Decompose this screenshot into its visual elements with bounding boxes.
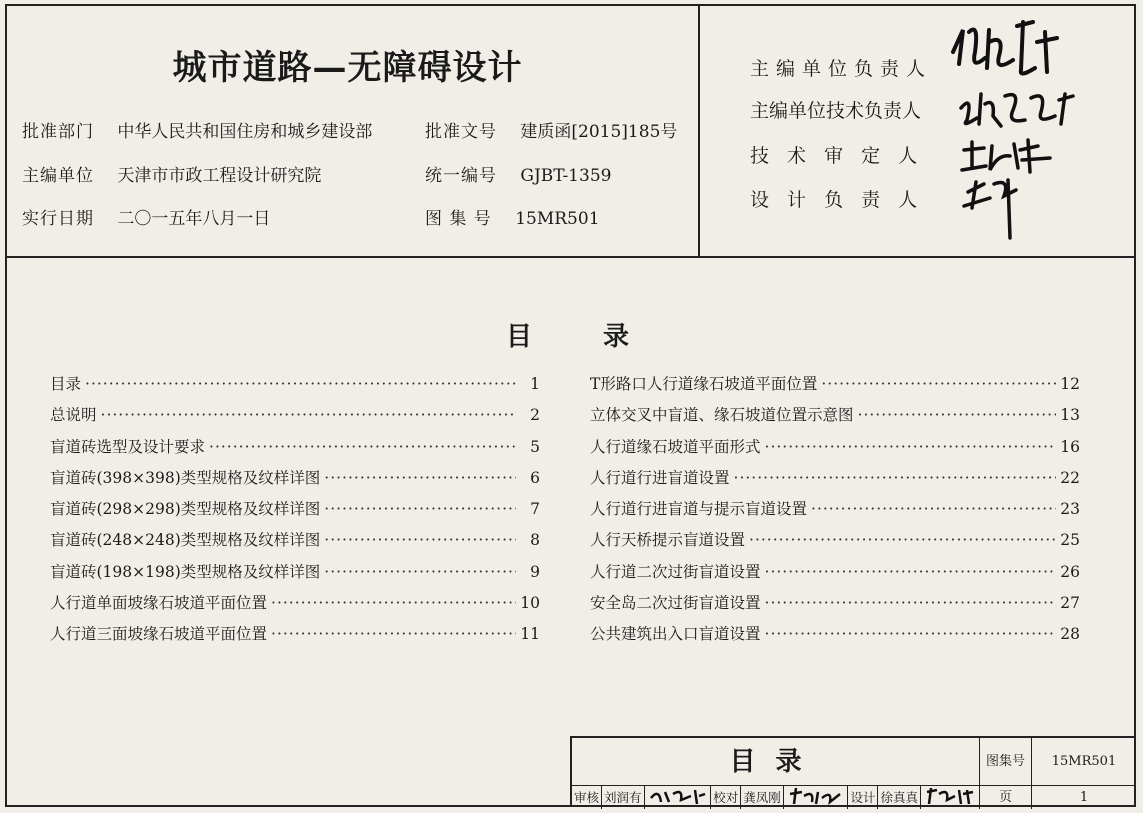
- toc-entry-title: 盲道砖(248×248)类型规格及纹样详图: [50, 531, 321, 550]
- unified-no-row: [425, 161, 611, 186]
- toc-entry-title: 安全岛二次过街盲道设置: [590, 594, 761, 613]
- toc-entry-title: 盲道砖(198×198)类型规格及纹样详图: [50, 562, 321, 581]
- toc-entry-page: 22: [1060, 468, 1080, 487]
- signature-image: [955, 80, 1080, 130]
- toc-leader-dots: [749, 531, 1056, 549]
- toc-entry[interactable]: [50, 497, 540, 528]
- toc-leader-dots: [734, 469, 1056, 487]
- document-title: 城市道路—无障碍设计: [172, 48, 523, 88]
- toc-entry[interactable]: [50, 560, 540, 591]
- responsible-label: 主编单位负责人: [750, 58, 933, 80]
- toc-leader-dots: [324, 500, 516, 518]
- toc-leader-dots: [271, 594, 516, 612]
- responsible-label: 设 计 负 责 人: [750, 189, 924, 211]
- approval-dept-value: 中华人民共和国住房和城乡建设部: [117, 122, 373, 142]
- toc-entry-title: 总说明: [50, 406, 97, 425]
- toc-entry-page: 8: [530, 531, 540, 550]
- toc-leader-dots: [101, 406, 516, 424]
- toc-leader-dots: [765, 594, 1056, 612]
- toc-leader-dots: [324, 531, 516, 549]
- toc-title-char: 录: [603, 322, 630, 352]
- toc-entry[interactable]: [590, 372, 1080, 403]
- toc-entry-title: 人行道单面坡缘石坡道平面位置: [50, 594, 268, 613]
- toc-entry[interactable]: [50, 466, 540, 497]
- review-name: 刘润有: [602, 786, 645, 809]
- effective-date-value: 二〇一五年八月一日: [117, 209, 271, 229]
- signature-image: [960, 172, 1030, 244]
- toc-entry[interactable]: [50, 435, 540, 466]
- unified-no-value: GJBT-1359: [520, 166, 612, 186]
- toc-entry[interactable]: [590, 497, 1080, 528]
- atlas-no-row: [425, 204, 600, 229]
- design-name: 徐真真: [878, 786, 921, 809]
- toc-entry-page: 5: [530, 437, 540, 456]
- toc-leader-dots: [85, 375, 516, 393]
- unified-no-label: 统一编号: [425, 166, 497, 186]
- toc-entry[interactable]: [590, 622, 1080, 653]
- header-responsible-panel: [698, 4, 1136, 258]
- toc-entry-page: 27: [1060, 594, 1080, 613]
- toc-right-column: [590, 372, 1080, 654]
- toc-entry[interactable]: [50, 403, 540, 434]
- approval-dept-label: 批准部门: [22, 122, 94, 142]
- toc-entry-page: 26: [1060, 562, 1080, 581]
- toc-leader-dots: [324, 563, 516, 581]
- toc-entry-page: 6: [530, 468, 540, 487]
- design-signature: [921, 786, 979, 809]
- toc-entry[interactable]: [590, 466, 1080, 497]
- toc-entry-title: 人行道二次过街盲道设置: [590, 562, 761, 581]
- toc-entry[interactable]: [590, 403, 1080, 434]
- toc-entry-page: 10: [520, 594, 540, 613]
- toc-entry-title: T形路口人行道缘石坡道平面位置: [590, 375, 818, 393]
- toc-entry-page: 25: [1060, 531, 1080, 550]
- toc-entry-title: 公共建筑出入口盲道设置: [590, 625, 761, 644]
- approval-no-label: 批准文号: [425, 122, 497, 142]
- toc-entry-page: 12: [1060, 375, 1080, 393]
- toc-entry-title: 人行天桥提示盲道设置: [590, 531, 746, 550]
- toc-entry[interactable]: [50, 622, 540, 653]
- toc-entry-page: 16: [1060, 437, 1080, 456]
- title-block-atlas-label: 图集号: [980, 738, 1032, 786]
- check-signature: [784, 786, 849, 809]
- toc-entry[interactable]: [50, 591, 540, 622]
- toc-entry[interactable]: [50, 528, 540, 559]
- toc-leader-dots: [271, 625, 516, 643]
- toc-entry[interactable]: [590, 591, 1080, 622]
- atlas-no-label: 图 集 号: [425, 209, 492, 229]
- toc-leader-dots: [209, 438, 516, 456]
- toc-leader-dots: [858, 406, 1056, 424]
- toc-entry-title: 人行道三面坡缘石坡道平面位置: [50, 625, 268, 644]
- signature-image: [945, 12, 1065, 82]
- approval-no-value: 建质函[2015]185号: [520, 122, 678, 142]
- toc-entry-page: 11: [520, 625, 540, 644]
- design-label: 设计: [848, 786, 878, 809]
- toc-entry-page: 1: [530, 375, 540, 393]
- title-block: [570, 736, 1136, 807]
- title-block-page-no: 1: [1079, 790, 1089, 805]
- check-label: 校对: [711, 786, 741, 809]
- editor-unit-value: 天津市市政工程设计研究院: [117, 166, 322, 186]
- toc-entry-title: 盲道砖选型及设计要求: [50, 437, 206, 456]
- toc-entry-title: 人行道缘石坡道平面形式: [590, 437, 761, 456]
- atlas-no-value: 15MR501: [515, 209, 600, 229]
- toc-leader-dots: [821, 375, 1056, 393]
- responsible-label: 主编单位技术负责人: [750, 100, 922, 122]
- toc-entry[interactable]: [590, 560, 1080, 591]
- toc-entry-title: 人行道行进盲道与提示盲道设置: [590, 500, 808, 519]
- toc-entry-page: 28: [1060, 625, 1080, 644]
- toc-entry-title: 盲道砖(298×298)类型规格及纹样详图: [50, 500, 321, 519]
- title-block-name: 目录: [572, 738, 980, 786]
- toc-entry-title: 人行道行进盲道设置: [590, 468, 730, 487]
- approval-no-row: [425, 117, 677, 142]
- approval-dept-row: [22, 117, 372, 142]
- toc-entry-title: 目录: [50, 375, 82, 393]
- toc-entry-title: 立体交叉中盲道、缘石坡道位置示意图: [590, 406, 854, 425]
- editor-unit-label: 主编单位: [22, 166, 94, 186]
- toc-entry-page: 13: [1060, 406, 1080, 425]
- toc-leader-dots: [765, 563, 1056, 581]
- check-name: 龚凤刚: [741, 786, 784, 809]
- title-block-atlas-no: 15MR501: [1032, 738, 1136, 786]
- toc-title-char: 目: [506, 322, 533, 352]
- editor-unit-row: [22, 161, 321, 186]
- toc-leader-dots: [811, 500, 1056, 518]
- title-block-signature-row: [572, 786, 980, 809]
- toc-left-column: [50, 372, 540, 654]
- toc-entry[interactable]: [50, 372, 540, 403]
- toc-entry[interactable]: [590, 435, 1080, 466]
- toc-entry[interactable]: [590, 528, 1080, 559]
- toc-entry-page: 7: [530, 500, 540, 519]
- toc-entry-page: 23: [1060, 500, 1080, 519]
- effective-date-label: 实行日期: [22, 209, 94, 229]
- toc-leader-dots: [324, 469, 516, 487]
- effective-date-row: [22, 204, 270, 229]
- toc-entry-page: 2: [530, 406, 540, 425]
- toc-entry-title: 盲道砖(398×398)类型规格及纹样详图: [50, 468, 321, 487]
- toc-leader-dots: [765, 625, 1056, 643]
- title-block-page-label: 页: [980, 786, 1032, 809]
- toc-leader-dots: [765, 438, 1056, 456]
- toc-entry-page: 9: [530, 562, 540, 581]
- responsible-label: 技 术 审 定 人: [750, 145, 924, 167]
- review-label: 审核: [572, 786, 602, 809]
- review-signature: [645, 786, 712, 809]
